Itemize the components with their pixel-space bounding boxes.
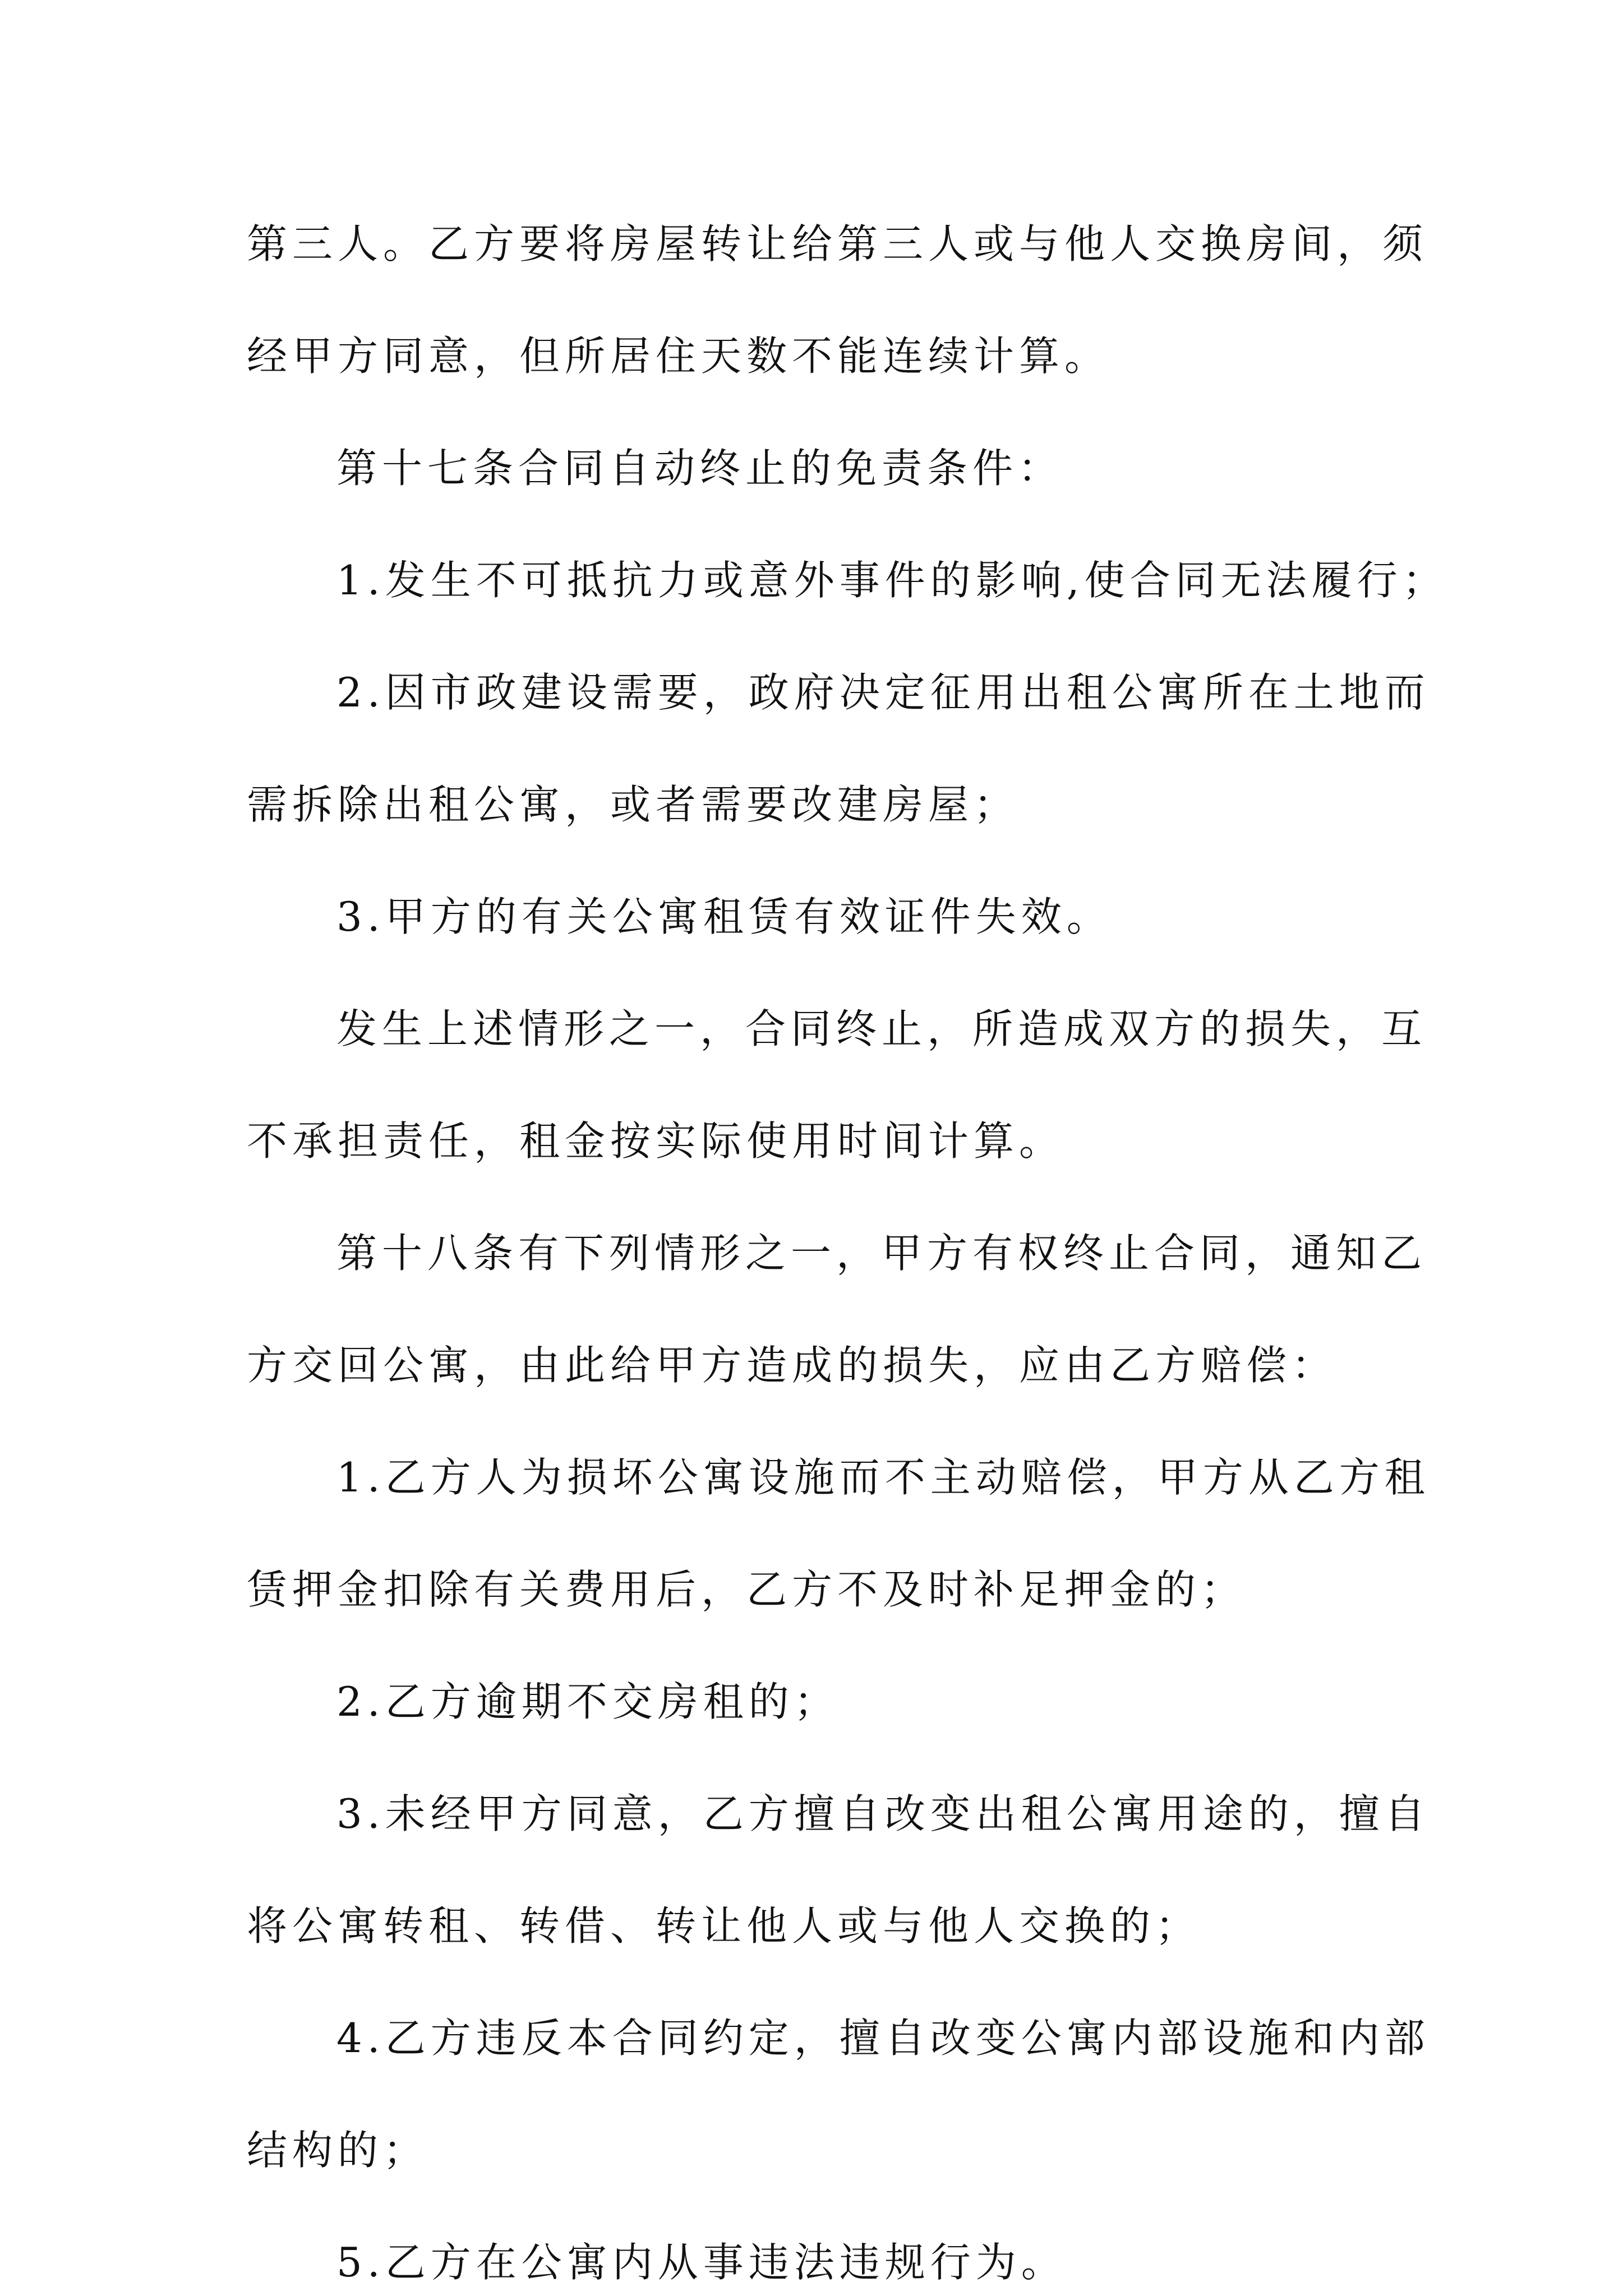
article-heading: 第十八条有下列情形之一，甲方有权终止合同，通知乙 bbox=[336, 1230, 1427, 1277]
text-line: 将公寓转租、转借、转让他人或与他人交换的； bbox=[247, 1902, 1201, 1949]
text-line: 结构的； bbox=[247, 2127, 429, 2174]
list-item: 4.乙方违反本合同约定，擅自改变公寓内部设施和内部 bbox=[336, 2015, 1430, 2062]
text-line: 赁押金扣除有关费用后，乙方不及时补足押金的； bbox=[247, 1566, 1247, 1613]
text-line: 经甲方同意，但所居住天数不能连续计算。 bbox=[247, 332, 1110, 380]
list-item: 3.未经甲方同意，乙方擅自改变出租公寓用途的，擅自 bbox=[336, 1790, 1430, 1837]
list-item: 2.因市政建设需要，政府决定征用出租公寓所在土地而 bbox=[336, 669, 1430, 716]
text-line: 方交回公寓，由此给甲方造成的损失，应由乙方赔偿： bbox=[247, 1342, 1338, 1389]
text-line: 第三人。乙方要将房屋转让给第三人或与他人交换房间，须 bbox=[247, 220, 1428, 267]
text-line: 需拆除出租公寓，或者需要改建房屋； bbox=[247, 781, 1020, 828]
text-line: 发生上述情形之一，合同终止，所造成双方的损失，互 bbox=[336, 1005, 1427, 1052]
list-item: 2.乙方逾期不交房租的； bbox=[336, 1678, 840, 1725]
text-line: 不承担责任，租金按实际使用时间计算。 bbox=[247, 1117, 1065, 1165]
article-heading: 第十七条合同自动终止的免责条件： bbox=[336, 445, 1064, 492]
list-item: 1.乙方人为损坏公寓设施而不主动赔偿，甲方从乙方租 bbox=[336, 1454, 1430, 1501]
list-item: 3.甲方的有关公寓租赁有效证件失效。 bbox=[336, 893, 1112, 940]
list-item: 1.发生不可抵抗力或意外事件的影响,使合同无法履行； bbox=[336, 557, 1448, 604]
list-item: 5.乙方在公寓内从事违法违规行为。 bbox=[336, 2239, 1067, 2286]
